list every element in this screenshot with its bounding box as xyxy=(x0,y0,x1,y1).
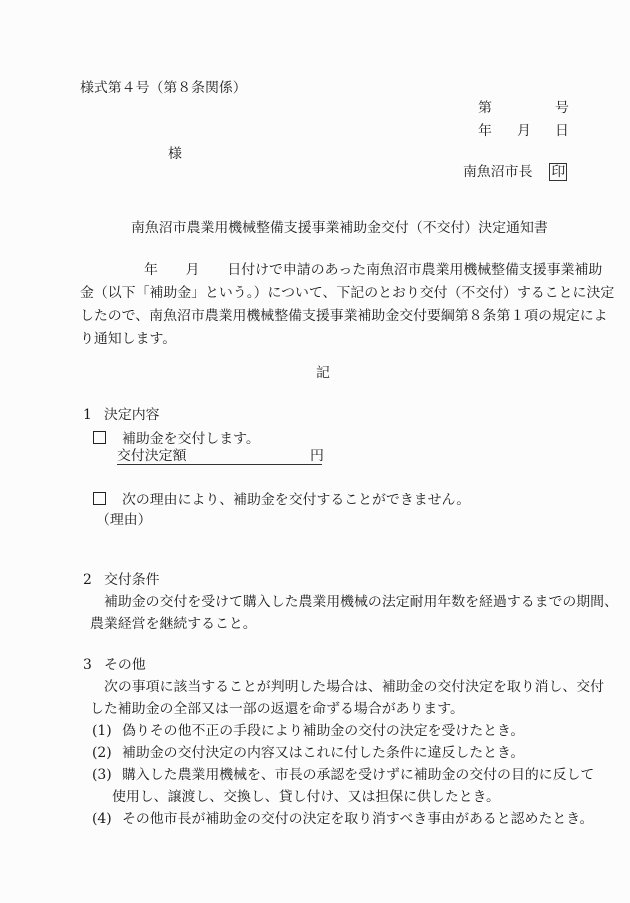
item-text: 購入した農業用機械を、市長の承認を受けずに補助金の交付の目的に反して xyxy=(122,767,595,783)
grant-amount-label: 交付決定額 xyxy=(117,448,187,464)
reason-label: （理由） xyxy=(96,512,152,528)
date-day-label: 日 xyxy=(555,123,569,139)
grant-amount-unit: 円 xyxy=(310,448,324,464)
section3-item-4 xyxy=(92,813,593,827)
date-month-label: 月 xyxy=(517,123,531,139)
issuer-name: 南魚沼市長 xyxy=(463,164,533,180)
section2-number: 2 xyxy=(83,572,92,588)
item-number: (3) xyxy=(92,767,112,783)
intro-line-3: したので、南魚沼市農業用機械整備支援事業補助金交付要綱第８条第１項の規定によ xyxy=(80,308,608,324)
grant-checkbox[interactable] xyxy=(93,431,106,444)
section3-item-3 xyxy=(92,769,594,783)
section3-item-2 xyxy=(92,747,524,761)
recipient-honorific: 様 xyxy=(168,146,182,162)
item-text: 偽りその他不正の手段により補助金の交付の決定を受けたとき。 xyxy=(122,723,525,739)
section3-item-1 xyxy=(92,725,524,739)
section3-item-3-continuation: 使用し、譲渡し、交換し、貸し付け、又は担保に供したとき。 xyxy=(112,789,500,805)
date-year-label: 年 xyxy=(478,123,492,139)
section1-heading: 決定内容 xyxy=(104,407,160,423)
item-number: (4) xyxy=(92,811,112,827)
section3-heading: その他 xyxy=(104,657,146,673)
item-number: (1) xyxy=(92,723,112,739)
issuer-block xyxy=(463,163,567,181)
section3-line-1: 次の事項に該当することが判明した場合は、補助金の交付決定を取り消し、交付 xyxy=(104,679,605,695)
deny-checkbox[interactable] xyxy=(93,492,106,505)
intro-line-4: り通知します。 xyxy=(80,331,177,347)
document-title: 南魚沼市農業用機械整備支援事業補助金交付（不交付）決定通知書 xyxy=(131,220,548,236)
section2-line-2: 農業経営を継続すること。 xyxy=(90,616,257,632)
item-number: (2) xyxy=(92,745,112,761)
section3-number: 3 xyxy=(83,657,92,673)
deny-option[interactable] xyxy=(93,492,470,508)
section2-line-1: 補助金の交付を受けて購入した農業用機械の法定耐用年数を経過するまでの期間、 xyxy=(104,594,618,610)
item-text: その他市長が補助金の交付の決定を取り消すべき事由があると認めたとき。 xyxy=(122,811,594,827)
deny-option-label: 次の理由により、補助金を交付することができません。 xyxy=(122,492,471,508)
grant-option-label: 補助金を交付します。 xyxy=(122,431,260,447)
intro-line-1: 年 月 日付けで申請のあった南魚沼市農業用機械整備支援事業補助 xyxy=(144,262,603,278)
section3-line-2: した補助金の全部又は一部の返還を命ずる場合があります。 xyxy=(90,701,464,717)
document-number-suffix: 号 xyxy=(555,100,569,116)
section2-heading: 交付条件 xyxy=(104,572,160,588)
document-number-prefix: 第 xyxy=(478,100,492,116)
ki-marker: 記 xyxy=(316,365,330,381)
grant-option[interactable] xyxy=(93,431,260,447)
section1-number: 1 xyxy=(83,407,92,423)
seal-stamp: 印 xyxy=(551,164,566,180)
item-text: 補助金の交付決定の内容又はこれに付した条件に違反したとき。 xyxy=(122,745,525,761)
intro-line-2: 金（以下「補助金」という。）について、下記のとおり交付（不交付）することに決定 xyxy=(80,285,615,301)
form-label: 様式第４号（第８条関係） xyxy=(80,80,247,96)
